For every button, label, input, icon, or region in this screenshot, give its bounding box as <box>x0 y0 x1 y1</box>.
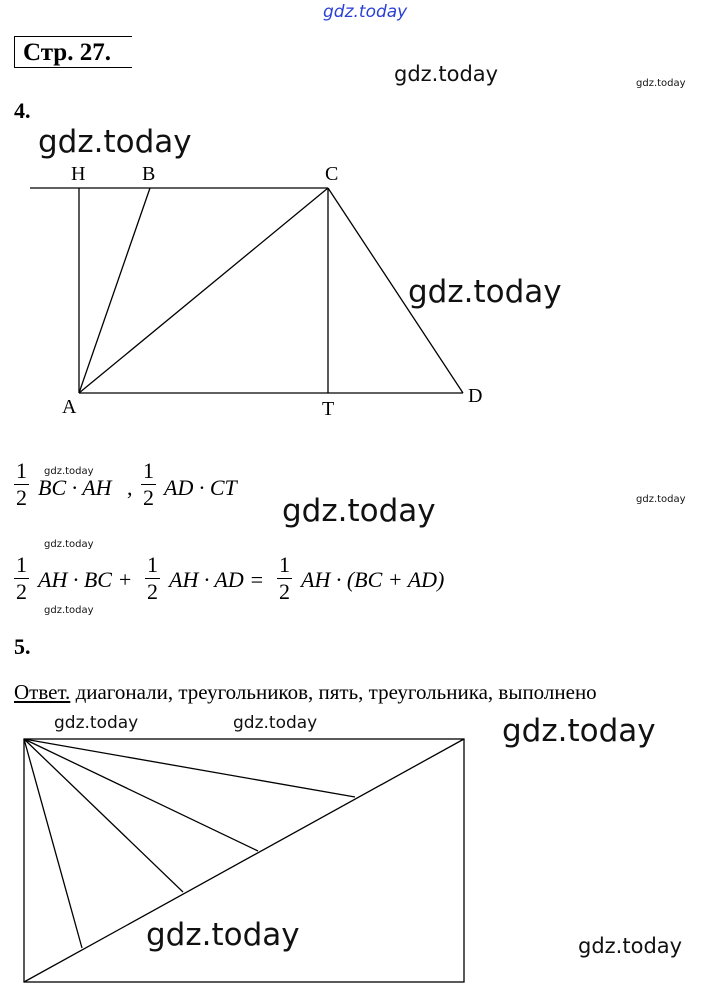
watermark: gdz.today <box>44 539 94 550</box>
point-label-B: B <box>142 163 156 185</box>
fraction-half <box>14 552 29 605</box>
watermark: gdz.today <box>44 605 94 616</box>
fraction-denominator: 2 <box>143 485 154 510</box>
sum-term-1: AH · BC + <box>38 567 133 592</box>
fraction-denominator: 2 <box>16 579 27 604</box>
fraction-half <box>277 552 292 605</box>
sum-result: AH · (BC + AD) <box>301 567 445 592</box>
point-label-C: C <box>325 163 339 185</box>
point-label-H: H <box>71 163 86 185</box>
area-term-1: BC · AH <box>38 475 112 500</box>
segment-AC <box>79 188 328 393</box>
watermark: gdz.today <box>502 713 656 749</box>
answer-text: диагонали, треугольников, пять, треугольника, выполнено <box>70 680 597 704</box>
area-term-2: AD · CT <box>164 475 237 500</box>
watermark: gdz.today <box>54 713 139 733</box>
task-number-5: 5. <box>14 634 31 659</box>
page-label: Стр. 27. <box>14 36 132 68</box>
point-label-T: T <box>322 398 335 420</box>
segment-AB <box>79 188 150 393</box>
task4-figure <box>30 188 463 393</box>
watermark: gdz.today <box>38 124 192 160</box>
fraction-numerator: 1 <box>16 458 27 483</box>
watermark: gdz.today <box>146 917 300 953</box>
watermark: gdz.today <box>233 713 318 733</box>
fraction-denominator: 2 <box>147 579 158 604</box>
watermark: gdz.today <box>408 274 562 310</box>
watermark: gdz.today <box>636 494 686 505</box>
fraction-half <box>14 458 29 511</box>
answer-label: Ответ. <box>14 680 71 704</box>
answer-line <box>14 680 597 705</box>
watermark-top: gdz.today <box>323 2 408 22</box>
task-number-4: 4. <box>14 98 31 123</box>
fraction-half <box>145 552 160 605</box>
separator: , <box>127 475 133 500</box>
watermark: gdz.today <box>394 62 499 86</box>
fraction-half <box>141 458 156 511</box>
fraction-numerator: 1 <box>16 552 27 577</box>
watermark: gdz.today <box>636 78 686 89</box>
sum-term-2: AH · AD = <box>169 567 265 592</box>
fan-line-4 <box>24 739 82 948</box>
fan-line-1 <box>24 739 355 797</box>
fraction-numerator: 1 <box>279 552 290 577</box>
fan-line-3 <box>24 739 183 892</box>
point-label-A: A <box>62 396 77 418</box>
fan-line-2 <box>24 739 258 851</box>
fraction-numerator: 1 <box>147 552 158 577</box>
watermark: gdz.today <box>578 934 683 958</box>
point-label-D: D <box>468 385 483 407</box>
watermark: gdz.today <box>44 466 94 477</box>
watermark: gdz.today <box>282 493 436 529</box>
fraction-denominator: 2 <box>279 579 290 604</box>
fraction-numerator: 1 <box>143 458 154 483</box>
fraction-denominator: 2 <box>16 485 27 510</box>
